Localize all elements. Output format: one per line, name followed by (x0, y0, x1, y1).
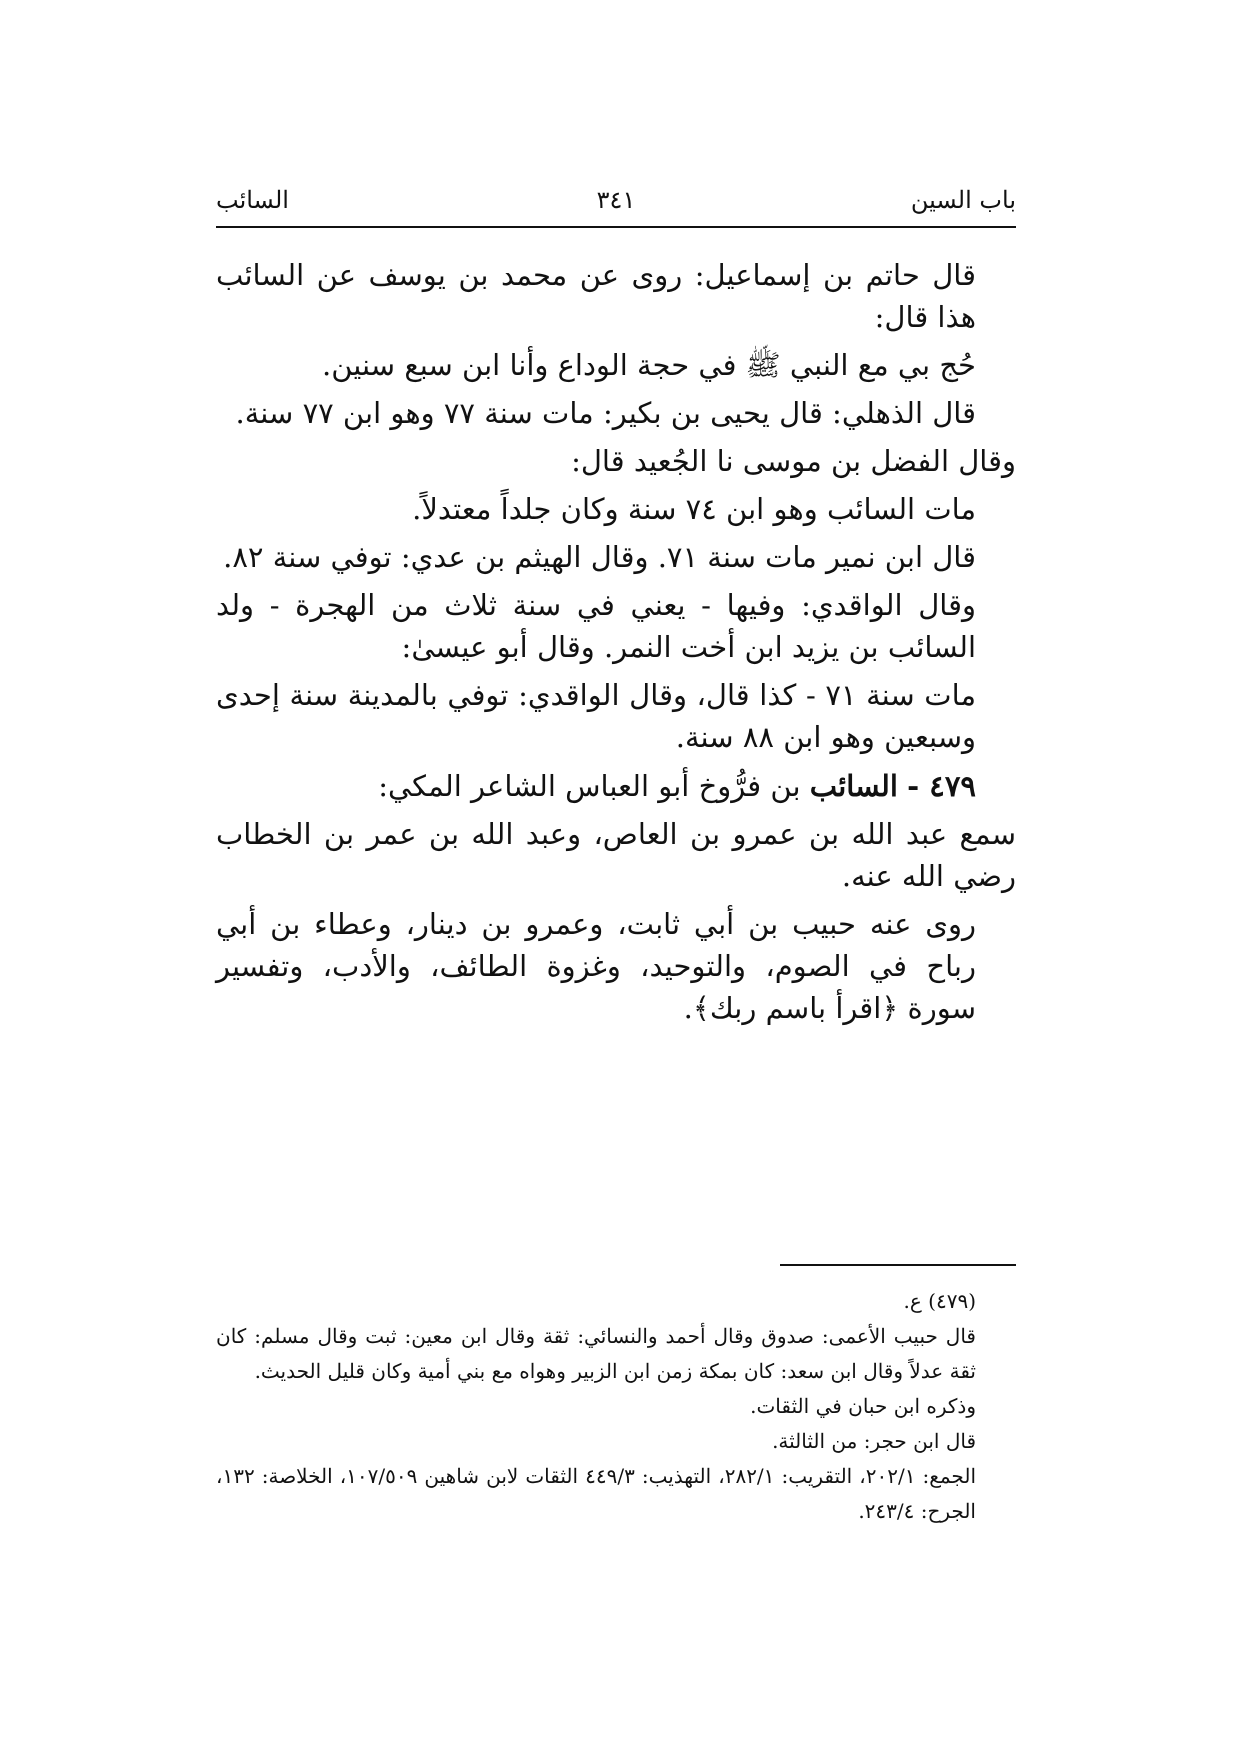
page-header (216, 186, 1016, 226)
main-text (216, 254, 1016, 1035)
paragraph: وقال الواقدي: وفيها - يعني في سنة ثلاث من الهجرة - ولد السائب بن يزيد ابن أخت النمر. وقال أبو عيسىٰ: (216, 588, 976, 665)
header-rule (216, 226, 1016, 228)
paragraph: وقال الفضل بن موسى نا الجُعيد قال: (571, 444, 1016, 479)
paragraph: روى عنه حبيب بن أبي ثابت، وعمرو بن دينار، وعطاء بن أبي رباح في الصوم، والتوحيد، وغزوة الطائف، والأدب، وتفسير سورة ﴿اقرأ باسم ربك﴾. (216, 906, 976, 1025)
paragraph: قال الذهلي: قال يحيى بن بكير: مات سنة ٧٧ وهو ابن ٧٧ سنة. (235, 396, 976, 431)
paragraph: مات سنة ٧١ - كذا قال، وقال الواقدي: توفي بالمدينة سنة إحدى وسبعين وهو ابن ٨٨ سنة. (216, 678, 976, 755)
paragraph: سمع عبد الله بن عمرو بن العاص، وعبد الله بن عمر بن الخطاب رضي الله عنه. (216, 816, 1016, 893)
page-number: ٣٤١ (596, 186, 636, 214)
chapter-title: باب السين (910, 186, 1016, 214)
entry-title-rest: بن فرُّوخ أبو العباس الشاعر المكي: (378, 768, 801, 803)
footnote-line: قال حبيب الأعمى: صدوق وقال أحمد والنسائي: ثقة وقال ابن معين: ثبت وقال مسلم: كان ثقة عدلاً وقال ابن سعد: كان بمكة زمن ابن الزبير وهواه مع بني أمية وكان قليل الحديث. (216, 1324, 976, 1383)
paragraph: قال حاتم بن إسماعيل: روى عن محمد بن يوسف عن السائب هذا قال: (216, 258, 976, 335)
running-head: السائب (216, 186, 289, 214)
footnote-line: قال ابن حجر: من الثالثة. (772, 1429, 976, 1453)
footnote-rule (780, 1264, 1016, 1266)
footnote-line: الجمع: ٢٠٢/١، التقريب: ٢٨٢/١، التهذيب: ٤٤٩/٣ الثقات لابن شاهين ١٠٧/٥٠٩، الخلاصة: ١٣٢، الجرح: ٢٤٣/٤. (216, 1464, 976, 1523)
footnotes (216, 1284, 1016, 1529)
entry-number: ٤٧٩ - (907, 768, 976, 803)
paragraph: مات السائب وهو ابن ٧٤ سنة وكان جلداً معتدلاً. (412, 492, 976, 527)
footnote-ref: (٤٧٩) ع. (903, 1289, 976, 1313)
paragraph: قال ابن نمير مات سنة ٧١. وقال الهيثم بن عدي: توفي سنة ٨٢. (223, 540, 976, 575)
entry-name: السائب (809, 768, 898, 803)
footnote-line: وذكره ابن حبان في الثقات. (750, 1394, 976, 1418)
entry-heading (216, 765, 1016, 807)
paragraph: حُج بي مع النبي ﷺ في حجة الوداع وأنا ابن سبع سنين. (322, 348, 976, 383)
